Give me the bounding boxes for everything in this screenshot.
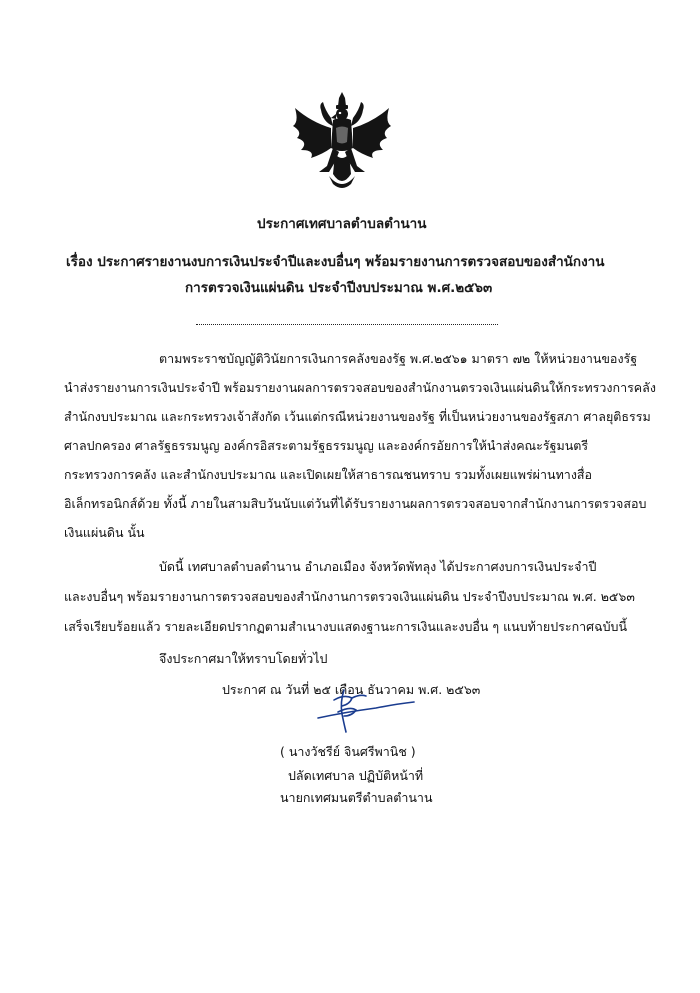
paragraph-1-line: กระทรวงการคลัง และสำนักงบประมาณ และเปิดเผยให้สาธารณชนทราบ รวมทั้งเผยแพร่ผ่านทางสื่อ — [64, 467, 593, 482]
announcement-title: ประกาศเทศบาลตำบลตำนาน — [257, 216, 427, 232]
subject-line-2: การตรวจเงินแผ่นดิน ประจำปีงบประมาณ พ.ศ.๒๕๖๓ — [185, 280, 493, 296]
separator-dotted-line — [196, 324, 498, 326]
paragraph-1-line: นำส่งรายงานการเงินประจำปี พร้อมรายงานผลการตรวจสอบของสำนักงานตรวจเงินแผ่นดินให้กระทรวงการคลัง — [64, 380, 656, 395]
paragraph-1-line: อิเล็กทรอนิกส์ด้วย ทั้งนี้ ภายในสามสิบวันนับแต่วันที่ได้รับรายงานผลการตรวจสอบจากสำนักงานการตรวจสอบ — [64, 496, 647, 511]
paragraph-2-line: และงบอื่นๆ พร้อมรายงานการตรวจสอบของสำนักงานการตรวจเงินแผ่นดิน ประจำปีงบประมาณ พ.ศ. ๒๕๖๓ — [64, 589, 635, 604]
announcement-date: ประกาศ ณ วันที่ ๒๕ เดือน ธันวาคม พ.ศ. ๒๕๖๓ — [222, 682, 481, 697]
signatory-name: ( นางวัชรีย์ จินศรีพานิช ) — [280, 744, 416, 759]
paragraph-1-line: ศาลปกครอง ศาลรัฐธรรมนูญ องค์กรอิสระตามรัฐธรรมนูญ และองค์กรอัยการให้นำส่งคณะรัฐมนตรี — [64, 438, 589, 453]
paragraph-1-line: ตามพระราชบัญญัติวินัยการเงินการคลังของรัฐ พ.ศ.๒๕๖๑ มาตรา ๗๒ ให้หน่วยงานของรัฐ — [159, 351, 638, 366]
paragraph-2-line: เสร็จเรียบร้อยแล้ว รายละเอียดปรากฏตามสำเนางบแสดงฐานะการเงินและงบอื่น ๆ แนบท้ายประกาศฉบับนี้ — [64, 619, 628, 634]
paragraph-1-line: เงินแผ่นดิน นั้น — [64, 525, 145, 540]
closing-statement: จึงประกาศมาให้ทราบโดยทั่วไป — [159, 651, 328, 666]
signatory-position-2: นายกเทศมนตรีตำบลตำนาน — [280, 790, 433, 805]
handwritten-signature — [316, 688, 416, 734]
subject-line-1: เรื่อง ประกาศรายงานงบการเงินประจำปีและงบอื่นๆ พร้อมรายงานการตรวจสอบของสำนักงาน — [66, 254, 605, 270]
garuda-emblem — [289, 92, 395, 192]
paragraph-1-line: สำนักงบประมาณ และกระทรวงเจ้าสังกัด เว้นแต่กรณีหน่วยงานของรัฐ ที่เป็นหน่วยงานของรัฐสภา ศาลยุติธรรม — [64, 409, 651, 424]
signatory-position-1: ปลัดเทศบาล ปฏิบัติหน้าที่ — [288, 768, 424, 783]
paragraph-2-line: บัดนี้ เทศบาลตำบลตำนาน อำเภอเมือง จังหวัดพัทลุง ได้ประกาศงบการเงินประจำปี — [159, 559, 597, 574]
